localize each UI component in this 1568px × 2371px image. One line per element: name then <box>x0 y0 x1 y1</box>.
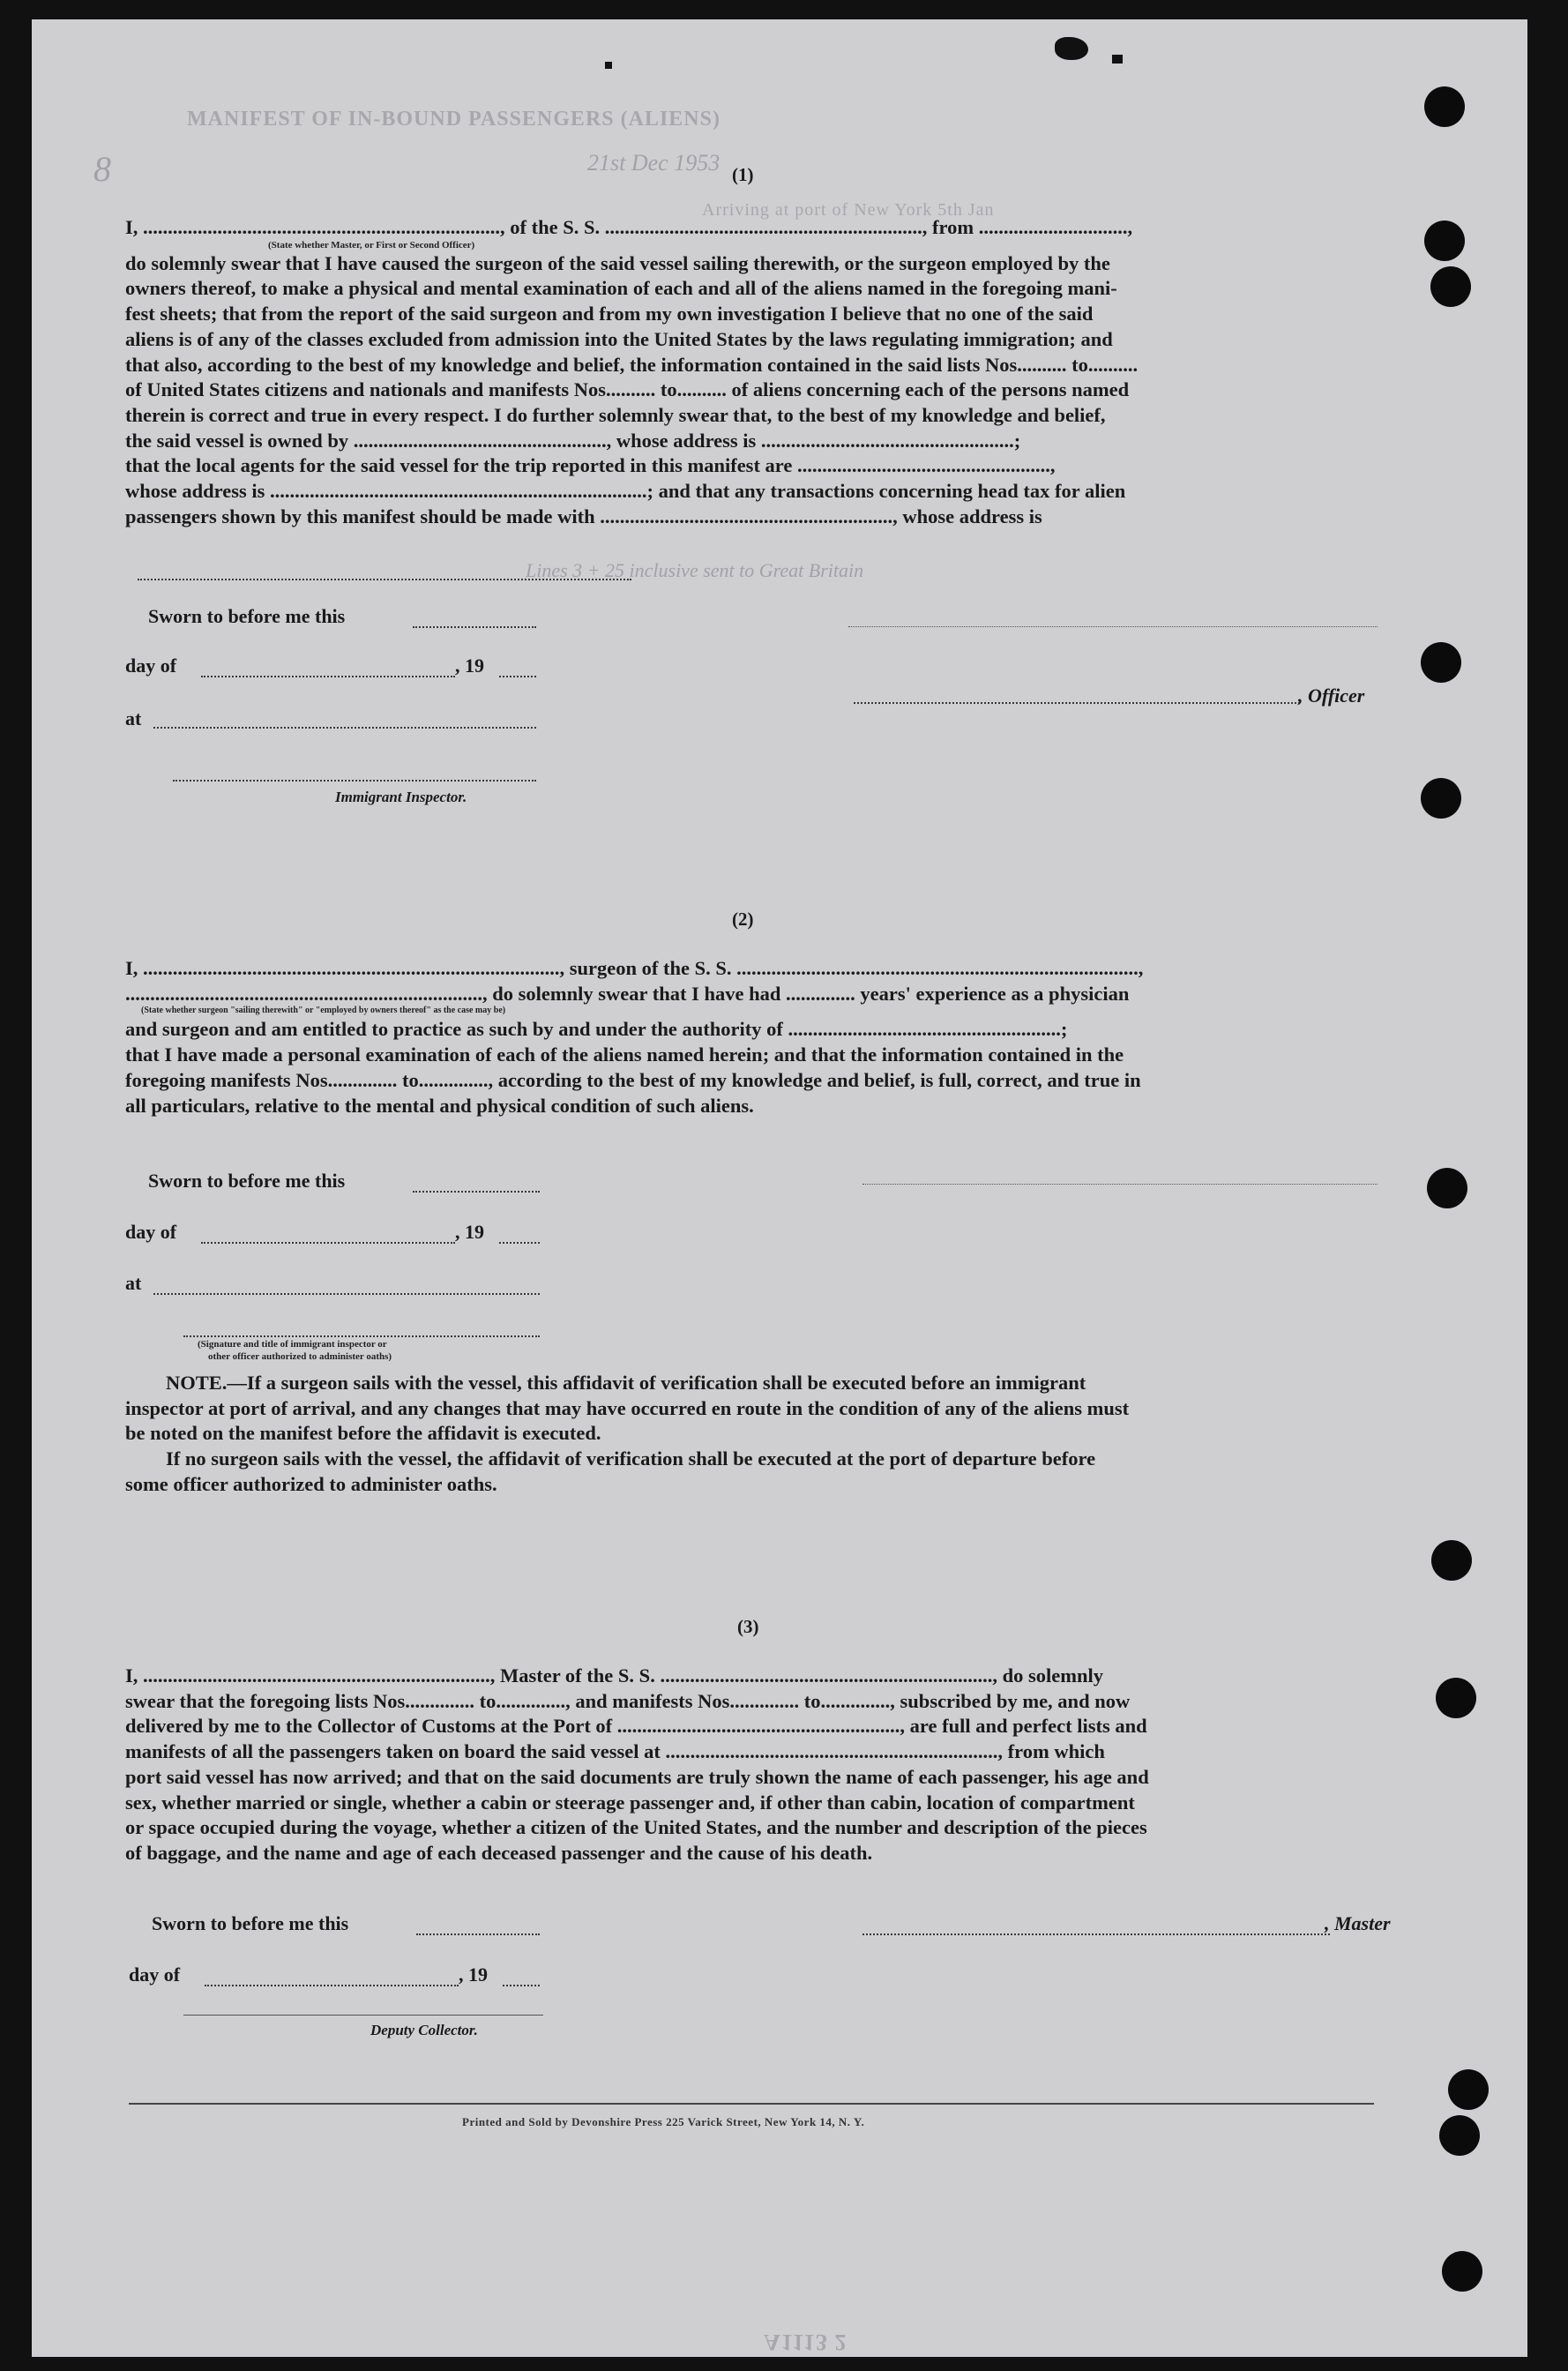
at-line <box>153 1293 540 1295</box>
immigrant-inspector-label: Immigrant Inspector. <box>335 789 467 805</box>
sworn-label: Sworn to before me this <box>148 1170 346 1192</box>
oath-line: that I have made a personal examination of each of the aliens named herein; and that the information contained in the <box>125 1043 1124 1066</box>
section-2-number: (2) <box>732 909 754 930</box>
address-continuation-line <box>138 579 631 580</box>
oath-line: of United States citizens and nationals and manifests Nos.......... to.......... of aliens concerning each of the persons named <box>125 378 1130 401</box>
signature-title-note: (Signature and title of immigrant inspector or <box>198 1339 387 1350</box>
year-label: , 19 <box>455 1221 484 1243</box>
day-of-line <box>205 1985 459 1986</box>
footer-rule <box>129 2103 1374 2105</box>
year-line <box>499 676 536 677</box>
day-of-label: day of <box>125 1221 177 1243</box>
sworn-date-line <box>413 1191 540 1193</box>
surgeon-note: (State whether surgeon "sailing therewith" or "employed by owners thereof" as the case may be) <box>141 1006 506 1015</box>
oath-line: that also, according to the best of my knowledge and belief, the information contained in the said lists Nos.......... to.......... <box>125 353 1139 376</box>
oath-line: fest sheets; that from the report of the said surgeon and from my own investigation I believe that no one of the said <box>125 303 1094 325</box>
punch-hole <box>1442 2251 1482 2292</box>
signature-title-note: other officer authorized to administer oaths) <box>208 1351 392 1362</box>
ink-speck <box>1112 55 1123 64</box>
ink-blot <box>1055 37 1088 60</box>
manifest-page <box>32 19 1527 2357</box>
year-label: , 19 <box>459 1963 488 1986</box>
oath-line: manifests of all the passengers taken on board the said vessel at ..................................................................., from which <box>125 1740 1105 1763</box>
section-3-number: (3) <box>737 1616 759 1637</box>
oath-line: I, ........................................................................, of the S. S. ................................................................, from .............................., <box>125 216 1133 238</box>
oath-line: I, ......................................................................, Master of the S. S. ..................................................................., do solemnly <box>125 1664 1103 1687</box>
section-3-oath <box>125 1664 1406 1866</box>
oath-line: delivered by me to the Collector of Customs at the Port of ........................................................., are full and perfect lists and <box>125 1715 1147 1738</box>
day-of-label: day of <box>125 654 177 677</box>
punch-hole <box>1439 2115 1480 2156</box>
note-line: inspector at port of arrival, and any changes that may have occurred en route in the condition of any of the aliens must <box>125 1396 1130 1419</box>
oath-line: of baggage, and the name and age of each deceased passenger and the cause of his death. <box>125 1841 873 1864</box>
day-of-line <box>201 676 455 677</box>
oath-line: I, ...................................................................................., surgeon of the S. S. ................................................................................., <box>125 957 1144 979</box>
oath-line: or space occupied during the voyage, whether a citizen of the United States, and the number and description of the pieces <box>125 1816 1147 1839</box>
master-label: , Master <box>1325 1912 1391 1934</box>
oath-line: port said vessel has now arrived; and that on the said documents are truly shown the name of each passenger, his age and <box>125 1765 1149 1788</box>
year-line <box>503 1985 540 1986</box>
note-line: be noted on the manifest before the affidavit is executed. <box>125 1422 601 1445</box>
punch-hole <box>1448 2069 1489 2110</box>
at-label: at <box>125 1272 142 1294</box>
punch-hole <box>1427 1168 1467 1208</box>
sworn-label: Sworn to before me this <box>152 1912 349 1934</box>
punch-hole <box>1424 221 1465 261</box>
surgeon-signature-line <box>862 1184 1378 1185</box>
sworn-date-line <box>416 1933 540 1935</box>
deputy-collector-label: Deputy Collector. <box>370 2022 478 2038</box>
oath-line: sex, whether married or single, whether a cabin or steerage passenger and, if other than cabin, location of compartment <box>125 1791 1135 1814</box>
oath-line: and surgeon and am entitled to practice as such by and under the authority of .......................................................; <box>125 1018 1068 1041</box>
ink-speck <box>605 62 612 69</box>
oath-line: that the local agents for the said vessel for the trip reported in this manifest are ..................................................., <box>125 454 1056 477</box>
punch-hole <box>1424 86 1465 127</box>
section-1-number: (1) <box>732 164 754 185</box>
section-2-oath <box>125 956 1406 1118</box>
punch-hole <box>1436 1678 1476 1718</box>
faded-left-number: 8 <box>93 149 111 189</box>
year-label: , 19 <box>455 654 484 677</box>
punch-hole <box>1430 266 1471 307</box>
oath-line: all particulars, relative to the mental and physical condition of such aliens. <box>125 1094 754 1117</box>
section-1-oath <box>125 215 1406 529</box>
oath-line: the said vessel is owned by ..................................................., whose address is ...................................................; <box>125 429 1021 452</box>
oath-line: owners thereof, to make a physical and mental examination of each and all of the aliens named in the foregoing mani- <box>125 277 1117 300</box>
officer-signature-line <box>848 626 1378 627</box>
printer-imprint: Printed and Sold by Devonshire Press 225 Varick Street, New York 14, N. Y. <box>462 2115 865 2128</box>
punch-hole <box>1431 1540 1472 1581</box>
day-of-label: day of <box>129 1963 181 1986</box>
oath-line: ........................................................................, do solemnly swear that I have had .............. years' experience as a physician <box>125 982 1130 1005</box>
faded-manifest-title: MANIFEST OF IN-BOUND PASSENGERS (ALIENS) <box>187 108 721 131</box>
inspector-signature-line <box>173 780 536 782</box>
oath-line: aliens is of any of the classes excluded from admission into the United States by the laws regulating immigration; and <box>125 327 1113 350</box>
at-label: at <box>125 707 142 729</box>
surgeon-note-paragraph <box>125 1371 1406 1498</box>
oath-line: passengers shown by this manifest should be made with ..........................................................., whose address is <box>125 505 1042 527</box>
punch-hole <box>1421 642 1461 683</box>
collector-signature-line <box>183 2015 543 2016</box>
note-line: NOTE.—If a surgeon sails with the vessel, this affidavit of verification shall be executed before an immigrant <box>166 1372 1086 1394</box>
oath-line: swear that the foregoing lists Nos.............. to.............., and manifests Nos.............. to.............., subscribed by me, and now <box>125 1689 1131 1712</box>
day-of-line <box>201 1242 455 1244</box>
faded-bleedthrough-text: A1113 2 <box>764 2330 847 2355</box>
oath-line: do solemnly swear that I have caused the surgeon of the said vessel sailing therewith, or the surgeon employed by the <box>125 251 1110 274</box>
sworn-label: Sworn to before me this <box>148 605 346 627</box>
officer-label: , Officer <box>1298 684 1365 707</box>
faded-date: 21st Dec 1953 <box>587 150 721 176</box>
faded-handwritten-note: Lines 3 + 25 inclusive sent to Great Britain <box>526 559 864 581</box>
punch-hole <box>1421 778 1461 819</box>
year-line <box>499 1242 540 1244</box>
sworn-date-line <box>413 626 536 628</box>
faded-arrival-line: Arriving at port of New York 5th Jan <box>702 200 995 220</box>
note-line: If no surgeon sails with the vessel, the affidavit of verification shall be executed at the port of departure before <box>166 1447 1096 1470</box>
oath-line: therein is correct and true in every respect. I do further solemnly swear that, to the best of my knowledge and belief, <box>125 403 1106 426</box>
master-officer-note: (State whether Master, or First or Second Officer) <box>268 240 475 251</box>
at-line <box>153 727 536 729</box>
master-signature-line <box>862 1933 1330 1935</box>
note-line: some officer authorized to administer oaths. <box>125 1472 497 1495</box>
oath-line: foregoing manifests Nos.............. to.............., according to the best of my knowledge and belief, is full, correct, and true in <box>125 1068 1141 1091</box>
inspector-signature-line <box>183 1335 540 1337</box>
oath-line: whose address is ............................................................................; and that any transactions concerning head tax for alien <box>125 480 1126 503</box>
officer-name-line <box>854 702 1300 704</box>
